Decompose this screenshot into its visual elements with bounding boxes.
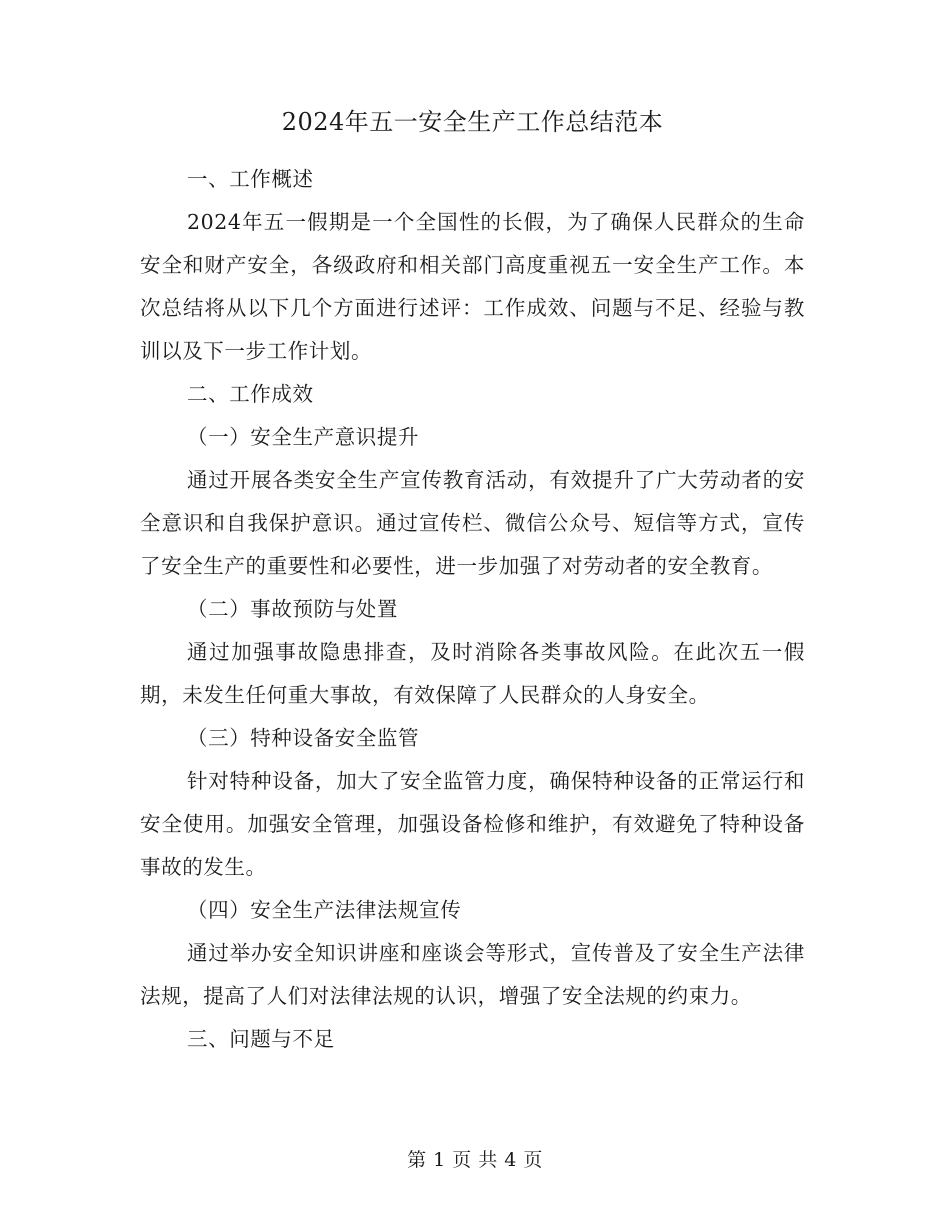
section-heading-overview: 一、工作概述	[187, 167, 314, 191]
section-heading-results: 二、工作成效	[187, 382, 314, 406]
paragraph-special-equipment: 针对特种设备，加大了安全监管力度，确保特种设备的正常运行和安全使用。加强安全管理，加强设备检修和维护，有效避免了特种设备事故的发生。	[140, 769, 805, 879]
paragraph-overview: 2024年五一假期是一个全国性的长假，为了确保人民群众的生命安全和财产安全，各级政府和相关部门高度重视五一安全生产工作。本次总结将从以下几个方面进行述评：工作成效、问题与不足、经验与教训以及下一步工作计划。	[140, 210, 805, 363]
paragraph-law-publicity: 通过举办安全知识讲座和座谈会等形式，宣传普及了安全生产法律法规，提高了人们对法律法规的认识，增强了安全法规的约束力。	[140, 941, 805, 1008]
paragraph-accident-prevention: 通过加强事故隐患排查，及时消除各类事故风险。在此次五一假期，未发生任何重大事故，有效保障了人民群众的人身安全。	[140, 640, 805, 707]
document-title: 2024年五一安全生产工作总结范本	[281, 108, 664, 136]
subheading-awareness: （一）安全生产意识提升	[187, 425, 420, 449]
subheading-special-equipment: （三）特种设备安全监管	[187, 726, 420, 750]
subheading-law-publicity: （四）安全生产法律法规宣传	[187, 898, 462, 922]
subheading-accident-prevention: （二）事故预防与处置	[187, 597, 398, 621]
section-heading-problems: 三、问题与不足	[187, 1027, 335, 1051]
document-body	[140, 104, 805, 1061]
paragraph-awareness: 通过开展各类安全生产宣传教育活动，有效提升了广大劳动者的安全意识和自我保护意识。通过宣传栏、微信公众号、短信等方式，宣传了安全生产的重要性和必要性，进一步加强了对劳动者的安全教育。	[140, 468, 805, 578]
page-footer: 第 1 页 共 4 页	[407, 1149, 543, 1171]
